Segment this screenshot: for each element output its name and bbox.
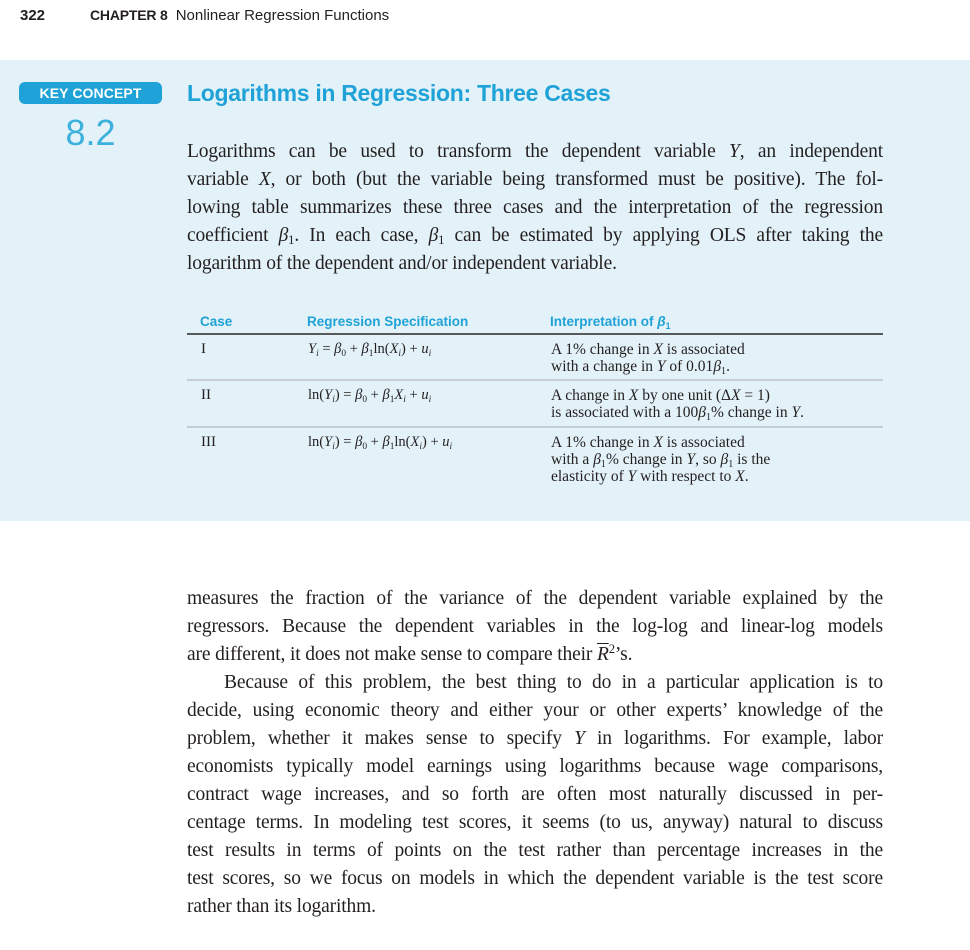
specification-cell: $Y_i = \beta_0 + \beta_1\ln(X_i) + u_i$ (308, 341, 432, 359)
body-line: contract wage increases, and so forth are often most naturally discussed in per- (187, 784, 883, 805)
body-line: Because of this problem, the best thing to do in a particular application is to (224, 672, 883, 693)
table-row (187, 381, 883, 426)
body-text (187, 585, 883, 921)
key-concept-intro (187, 138, 883, 278)
table-row (187, 428, 883, 490)
header-specification: Regression Specification (307, 314, 469, 329)
body-line: rather than its logarithm. (187, 896, 376, 917)
key-concept-title: Logarithms in Regression: Three Cases (187, 80, 611, 106)
key-concept-number: 8.2 (65, 112, 116, 153)
interpretation-cell: A 1% change in X is associated with a $\beta_1\%$ change in Y, so $\beta_1$ is the elasticity of Y with respect to X. (551, 434, 771, 485)
specification-cell: $\ln(Y_i) = \beta_0 + \beta_1X_i + u_i$ (308, 387, 432, 405)
body-line: regressors. Because the dependent variables in the log-log and linear-log models (187, 616, 883, 637)
case-cell: I (201, 341, 206, 357)
interpretation-cell: A change in X by one unit (ΔX = 1) is associated with a $100\beta_1\%$ change in Y. (551, 387, 804, 423)
log-cases-table (187, 311, 883, 490)
table-row (187, 335, 883, 379)
body-line: measures the fraction of the variance of the dependent variable explained by the (187, 588, 883, 609)
intro-line: lowing table summarizes these three cases and the interpretation of the regression (187, 197, 883, 218)
page-number: 322 (20, 7, 46, 24)
header-case: Case (200, 314, 233, 329)
body-line: centage terms. In modeling test scores, it seems (to us, anyway) natural to discuss (187, 812, 883, 833)
intro-line: Logarithms can be used to transform the dependent variable Y, an independent (187, 141, 883, 162)
interpretation-cell: A 1% change in X is associated with a change in Y of $0.01\beta_1$. (551, 341, 745, 377)
body-line: economists typically model earnings using logarithms because wage comparisons, (187, 756, 883, 777)
body-line: test scores, so we focus on models in which the dependent variable is the test score (187, 868, 883, 889)
intro-line: variable X, or both (but the variable being transformed must be positive). The fol- (187, 169, 884, 190)
intro-line: logarithm of the dependent and/or independent variable. (187, 253, 617, 274)
body-line: decide, using economic theory and either your or other experts’ knowledge of the (187, 700, 883, 721)
body-line: are different, it does not make sense to compare their $\overline{R}^2’s$. (187, 642, 633, 665)
case-cell: III (201, 434, 216, 450)
key-concept-badge: KEY CONCEPT (19, 82, 162, 104)
chapter-title: Nonlinear Regression Functions (175, 7, 390, 24)
specification-cell: $\ln(Y_i) = \beta_0 + \beta_1\ln(X_i) + u_i$ (308, 434, 453, 452)
chapter-heading (90, 7, 389, 24)
case-cell: II (201, 387, 211, 403)
chapter-label: CHAPTER 8 (90, 7, 168, 23)
body-line: test results in terms of points on the test rather than percentage increases in the (187, 840, 883, 861)
table-header (187, 311, 883, 333)
intro-line: coefficient $\beta_1$. In each case, $\beta_1$ can be estimated by applying OLS after taking the (187, 225, 883, 247)
header-interpretation: Interpretation of $\beta_1$ (550, 314, 671, 331)
body-line: problem, whether it makes sense to specify Y in logarithms. For example, labor (187, 728, 883, 749)
